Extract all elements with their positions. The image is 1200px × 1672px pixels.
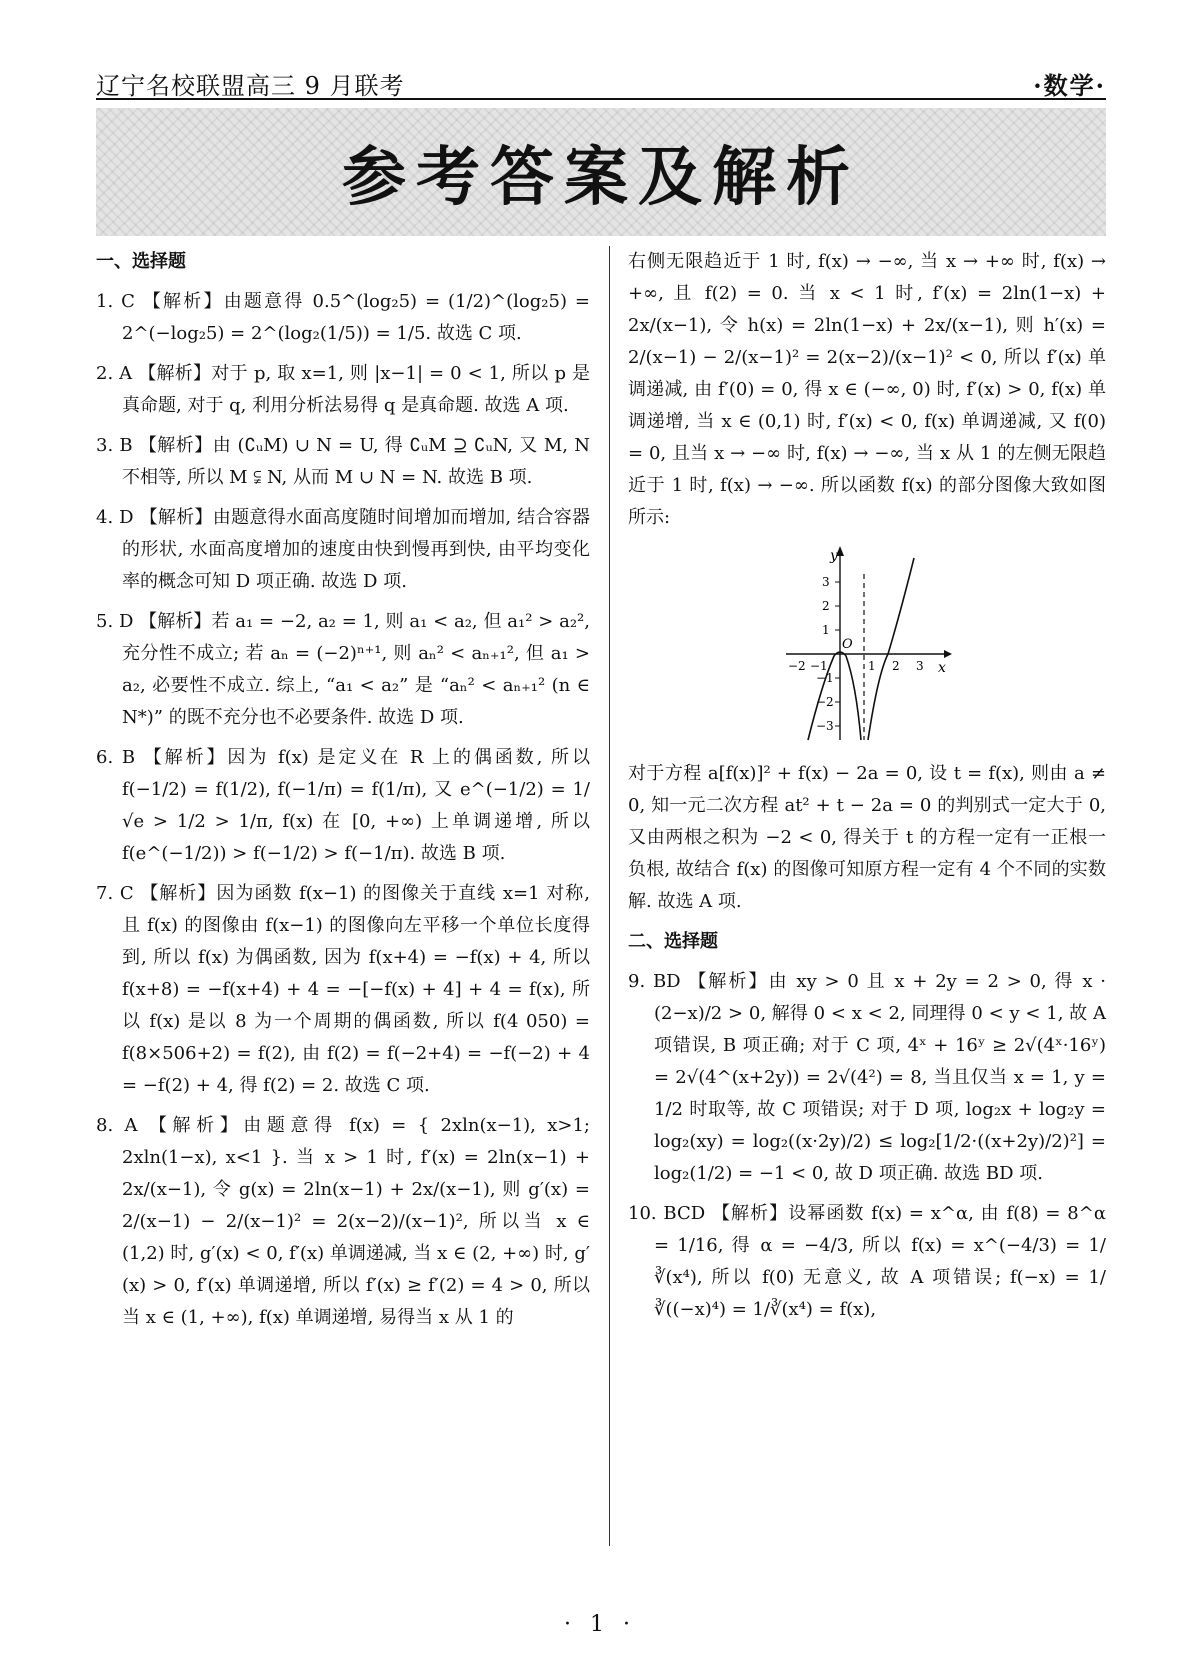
section-heading-2: 二、选择题 bbox=[628, 931, 718, 952]
y-tick-label: −1 bbox=[816, 671, 834, 685]
answer-6: 6. B 【解析】因为 f(x) 是定义在 R 上的偶函数, 所以 f(−1/2) = f(1/2), f(−1/π) = f(1/π), 又 e^(−1/2) = 1/√e > 1/2 > 1/π, f(x) 在 [0, +∞) 上单调递增, 所以 f(e^(−1/2)) > f(−1/2) > f(−1/π). 故选 B 项. bbox=[96, 747, 590, 864]
x-axis-label: x bbox=[938, 660, 946, 676]
answer-2: 2. A 【解析】对于 p, 取 x=1, 则 |x−1| = 0 < 1, 所以 p 是真命题, 对于 q, 利用分析法易得 q 是真命题. 故选 A 项. bbox=[96, 363, 590, 416]
left-column bbox=[96, 246, 590, 1342]
answer-8: 8. A 【解析】由题意得 f(x) = { 2xln(x−1), x>1; 2xln(1−x), x<1 }. 当 x > 1 时, f′(x) = 2ln(x−1) + 2x/(x−1), 令 g(x) = 2ln(x−1) + 2x/(x−1), 则 g′(x) = 2/(x−1) − 2/(x−1)² = 2(x−2)/(x−1)², 所以当 x ∈ (1,2) 时, g′(x) < 0, f′(x) 单调递减, 当 x ∈ (2, +∞) 时, g′(x) > 0, f′(x) 单调递增, 所以 f′(x) ≥ f′(2) = 4 > 0, 所以当 x ∈ (1, +∞), f(x) 单调递增, 易得当 x 从 1 的 bbox=[96, 1115, 590, 1328]
x-axis-arrow bbox=[944, 650, 952, 658]
x-tick-label: −1 bbox=[810, 659, 828, 673]
x-tick-label: 2 bbox=[892, 659, 900, 673]
y-axis-label: y bbox=[830, 548, 838, 564]
answer-7: 7. C 【解析】因为函数 f(x−1) 的图像关于直线 x=1 对称, 且 f(x) 的图像由 f(x−1) 的图像向左平移一个单位长度得到, 所以 f(x) 为偶函数, 因为 f(x+4) = −f(x) + 4, 所以 f(x+8) = −f(x+4) + 4 = −[−f(x) + 4] + 4 = f(x), 所以 f(x) 是以 8 为一个周期的偶函数, 所以 f(4 050) = f(8×506+2) = f(2), 由 f(2) = f(−2+4) = −f(−2) + 4 = −f(2) + 4, 得 f(2) = 2. 故选 C 项. bbox=[96, 883, 590, 1096]
curve-right-branch bbox=[868, 558, 914, 740]
y-tick-label: 2 bbox=[822, 599, 830, 613]
answer-4: 4. D 【解析】由题意得水面高度随时间增加而增加, 结合容器的形状, 水面高度增加的速度由快到慢再到快, 由平均变化率的概念可知 D 项正确. 故选 D 项. bbox=[96, 507, 590, 592]
subject-label: ·数学· bbox=[1033, 71, 1106, 100]
page-number: · 1 · bbox=[564, 1612, 636, 1637]
y-tick-label: −3 bbox=[816, 719, 834, 733]
origin-label: O bbox=[842, 637, 853, 652]
answer-8-continued: 右侧无限趋近于 1 时, f(x) → −∞, 当 x → +∞ 时, f(x) → +∞, 且 f(2) = 0. 当 x < 1 时, f′(x) = 2ln(1−x) + 2x/(x−1), 令 h(x) = 2ln(1−x) + 2x/(x−1), 则 h′(x) = 2/(x−1) − 2/(x−1)² = 2(x−2)/(x−1)² < 0, 所以 f′(x) 单调递减, 由 f′(0) = 0, 得 x ∈ (−∞, 0) 时, f′(x) > 0, f(x) 单调递增, 当 x ∈ (0,1) 时, f′(x) < 0, f(x) 单调递减, 又 f(0) = 0, 且当 x → −∞ 时, f(x) → −∞, 当 x 从 1 的左侧无限趋近于 1 时, f(x) → −∞. 所以函数 f(x) 的部分图像大致如图所示: bbox=[628, 251, 1106, 528]
column-divider bbox=[609, 246, 610, 1546]
page-header bbox=[96, 62, 1106, 100]
x-tick-label: 3 bbox=[916, 659, 924, 673]
y-tick-label: −2 bbox=[816, 695, 834, 709]
answer-10: 10. BCD 【解析】设幂函数 f(x) = x^α, 由 f(8) = 8^α = 1/16, 得 α = −4/3, 所以 f(x) = x^(−4/3) = 1/∛(x⁴), 所以 f(0) 无意义, 故 A 项错误; f(−x) = 1/∛((−x)⁴) = 1/∛(x⁴) = f(x), bbox=[628, 1203, 1106, 1320]
title-banner bbox=[96, 108, 1106, 236]
answer-9: 9. BD 【解析】由 xy > 0 且 x + 2y = 2 > 0, 得 x · (2−x)/2 > 0, 解得 0 < x < 2, 同理得 0 < y < 1, 故 A 项错误, B 项正确; 对于 C 项, 4ˣ + 16ʸ ≥ 2√(4ˣ·16ʸ) = 2√(4^(x+2y)) = 2√(4²) = 8, 当且仅当 x = 1, y = 1/2 时取等, 故 C 项错误; 对于 D 项, log₂x + log₂y = log₂(xy) = log₂((x·2y)/2) ≤ log₂[1/2·((x+2y)/2)²] = log₂(1/2) = −1 < 0, 故 D 项正确. 故选 BD 项. bbox=[628, 971, 1106, 1184]
y-tick-label: 1 bbox=[822, 623, 830, 637]
y-tick-label: 3 bbox=[822, 575, 830, 589]
section-heading-1: 一、选择题 bbox=[96, 251, 186, 272]
answer-1: 1. C 【解析】由题意得 0.5^(log₂5) = (1/2)^(log₂5) = 2^(−log₂5) = 2^(log₂(1/5)) = 1/5. 故选 C 项. bbox=[96, 291, 590, 344]
function-graph bbox=[782, 544, 952, 744]
answer-8-conclusion: 对于方程 a[f(x)]² + f(x) − 2a = 0, 设 t = f(x), 则由 a ≠ 0, 知一元二次方程 at² + t − 2a = 0 的判别式一定大于 0, 又由两根之积为 −2 < 0, 得关于 t 的方程一定有一正根一负根, 故结合 f(x) 的图像可知原方程一定有 4 个不同的实数解. 故选 A 项. bbox=[628, 763, 1106, 912]
x-tick-label: 1 bbox=[868, 659, 876, 673]
answer-3: 3. B 【解析】由 (∁ᵤM) ∪ N = U, 得 ∁ᵤM ⊇ ∁ᵤN, 又 M, N 不相等, 所以 M ⫋ N, 从而 M ∪ N = N. 故选 B 项. bbox=[96, 435, 590, 488]
x-tick-label: −2 bbox=[788, 659, 806, 673]
answer-5: 5. D 【解析】若 a₁ = −2, a₂ = 1, 则 a₁ < a₂, 但 a₁² > a₂², 充分性不成立; 若 aₙ = (−2)ⁿ⁺¹, 则 aₙ² < aₙ₊₁², 但 a₁ > a₂, 必要性不成立. 综上, “a₁ < a₂” 是 “aₙ² < aₙ₊₁² (n ∈ N*)” 的既不充分也不必要条件. 故选 D 项. bbox=[96, 611, 590, 728]
banner-title: 参考答案及解析 bbox=[342, 141, 860, 215]
right-column bbox=[628, 246, 1106, 1334]
exam-title: 辽宁名校联盟高三 9 月联考 bbox=[96, 72, 405, 100]
